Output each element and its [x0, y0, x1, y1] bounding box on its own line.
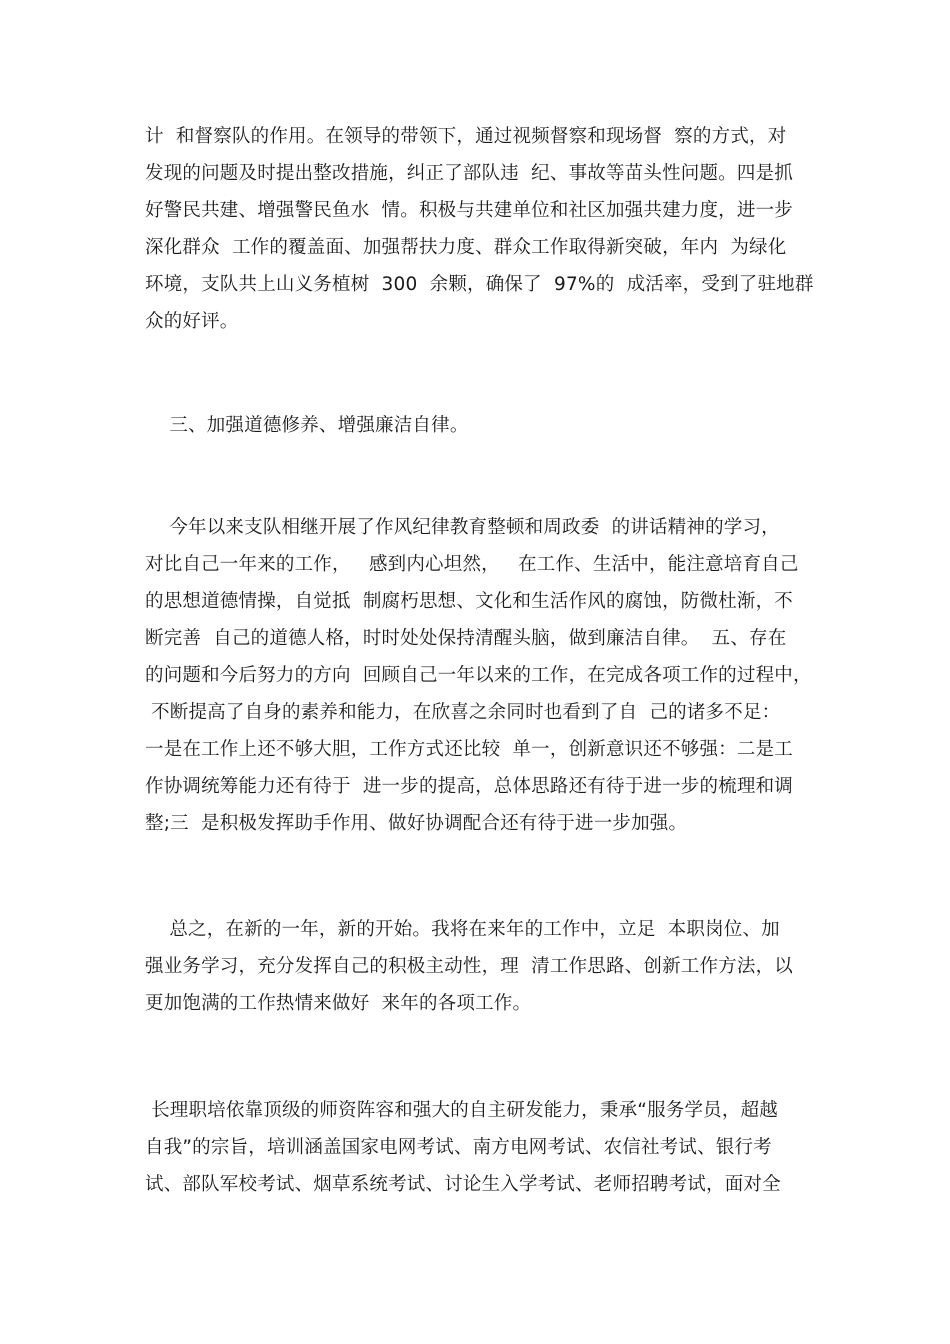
- text-line: 强业务学习，充分发挥自己的积极主动性，理 清工作思路、创新工作方法，以: [145, 956, 793, 977]
- text-line: 长理职培依靠顶级的师资阵容和强大的自主研发能力，秉承“服务学员，超越: [145, 1100, 778, 1121]
- text-line: 发现的问题及时提出整改措施，纠正了部队违 纪、事故等苗头性问题。四是抓: [145, 163, 793, 184]
- text-line: 断完善 自己的道德人格，时时处处保持清醒头脑，做到廉洁自律。 五、存在: [145, 628, 787, 649]
- text-line: 今年以来支队相继开展了作风纪律教育整顿和周政委 的讲话精神的学习，: [145, 517, 780, 538]
- text-line: 更加饱满的工作热情来做好 来年的各项工作。: [145, 993, 532, 1014]
- text-line: 的思想道德情操，自觉抵 制腐朽思想、文化和生活作风的腐蚀，防微杜渐，不: [145, 591, 793, 612]
- text-line: 作协调统筹能力还有待于 进一步的提高，总体思路还有待于进一步的梳理和调: [145, 776, 793, 797]
- text-line: 对比自己一年来的工作， 感到内心坦然， 在工作、生活中，能注意培育自己: [145, 554, 799, 575]
- text-line: 的问题和今后努力的方向 回顾自己一年以来的工作，在完成各项工作的过程中，: [145, 665, 812, 686]
- text-line: 众的好评。: [145, 311, 239, 332]
- text-line: 计 和督察队的作用。在领导的带领下，通过视频督察和现场督 察的方式，对: [145, 126, 787, 147]
- text-line: 环境，支队共上山义务植树 300 余颗，确保了 97%的 成活率，受到了驻地群: [145, 274, 814, 295]
- text-line: 一是在工作上还不够大胆，工作方式还比较 单一，创新意识还不够强：二是工: [145, 739, 793, 760]
- text-line: 深化群众 工作的覆盖面、加强帮扶力度、群众工作取得新突破，年内 为绿化: [145, 237, 787, 258]
- text-line: 整;三 是积极发挥助手作用、做好协调配合还有待于进一步加强。: [145, 813, 688, 834]
- text-line: 自我”的宗旨，培训涵盖国家电网考试、南方电网考试、农信社考试、银行考: [145, 1137, 772, 1158]
- text-line: 总之，在新的一年，新的开始。我将在来年的工作中，立足 本职岗位、加: [145, 919, 780, 940]
- text-line: 试、部队军校考试、烟草系统考试、讨论生入学考试、老师招聘考试，面对全: [145, 1174, 781, 1195]
- text-line: 三、加强道德修养、增强廉洁自律。: [145, 415, 469, 436]
- text-line: 不断提高了自身的素养和能力，在欣喜之余同时也看到了自 己的诸多不足：: [145, 702, 781, 723]
- text-line: 好警民共建、增强警民鱼水 情。积极与共建单位和社区加强共建力度，进一步: [145, 200, 793, 221]
